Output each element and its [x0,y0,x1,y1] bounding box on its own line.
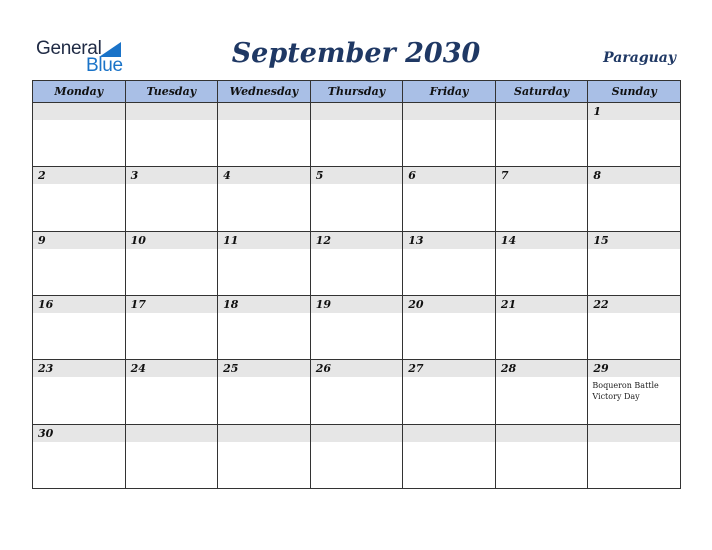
day-cell-27 [403,360,496,424]
day-number: 10 [126,232,218,249]
day-number [311,425,403,442]
day-number [218,425,310,442]
day-cell-empty [310,424,403,488]
logo-text-general: General [36,38,102,59]
day-cell-7 [495,167,588,231]
day-cell-30 [33,424,126,488]
weekday-wednesday: Wednesday [218,81,311,103]
day-cell-empty [588,424,681,488]
day-cell-13 [403,231,496,295]
day-cell-18 [218,295,311,359]
day-number [496,103,588,120]
month-title: September 2030 [231,38,481,69]
day-cell-24 [125,360,218,424]
day-cell-20 [403,295,496,359]
weekday-monday: Monday [33,81,126,103]
calendar-grid [32,80,681,489]
day-cell-empty [495,103,588,167]
day-cell-26 [310,360,403,424]
day-cell-28 [495,360,588,424]
day-cell-empty [33,103,126,167]
day-number [218,103,310,120]
day-number: 3 [126,167,218,184]
day-number: 9 [33,232,125,249]
weekday-friday: Friday [403,81,496,103]
day-number [403,425,495,442]
day-number: 4 [218,167,310,184]
day-cell-25 [218,360,311,424]
day-number [496,425,588,442]
week-row [33,360,681,424]
week-row [33,295,681,359]
day-cell-16 [33,295,126,359]
week-row [33,231,681,295]
day-cell-empty [125,424,218,488]
day-cell-14 [495,231,588,295]
week-row [33,167,681,231]
day-cell-empty [218,103,311,167]
generalblue-logo [36,38,136,74]
day-cell-23 [33,360,126,424]
day-number: 5 [311,167,403,184]
weekday-tuesday: Tuesday [125,81,218,103]
day-cell-empty [125,103,218,167]
day-number: 11 [218,232,310,249]
weekday-thursday: Thursday [310,81,403,103]
day-number: 23 [33,360,125,377]
day-number: 21 [496,296,588,313]
day-cell-12 [310,231,403,295]
day-number: 18 [218,296,310,313]
week-row [33,424,681,488]
day-number [126,425,218,442]
day-cell-21 [495,295,588,359]
day-cell-empty [218,424,311,488]
day-cell-4 [218,167,311,231]
day-number: 24 [126,360,218,377]
day-number: 12 [311,232,403,249]
day-cell-3 [125,167,218,231]
day-number: 26 [311,360,403,377]
day-number: 28 [496,360,588,377]
day-cell-11 [218,231,311,295]
country-label: Paraguay [603,50,676,66]
day-cell-10 [125,231,218,295]
day-number: 13 [403,232,495,249]
day-number: 2 [33,167,125,184]
day-number: 7 [496,167,588,184]
day-number: 25 [218,360,310,377]
day-cell-empty [310,103,403,167]
day-cell-9 [33,231,126,295]
day-cell-17 [125,295,218,359]
day-cell-22 [588,295,681,359]
day-cell-6 [403,167,496,231]
day-cell-5 [310,167,403,231]
day-cell-empty [495,424,588,488]
day-number [311,103,403,120]
day-cell-29 [588,360,681,424]
weekday-header-row [33,81,681,103]
day-number [403,103,495,120]
weekday-saturday: Saturday [495,81,588,103]
logo-text-blue: Blue [86,55,123,76]
day-cell-1 [588,103,681,167]
day-cell-2 [33,167,126,231]
day-cell-15 [588,231,681,295]
day-number: 27 [403,360,495,377]
day-number [33,103,125,120]
day-number: 16 [33,296,125,313]
weekday-sunday: Sunday [588,81,681,103]
day-number [126,103,218,120]
day-number [588,425,680,442]
day-number: 8 [588,167,680,184]
day-number: 20 [403,296,495,313]
day-number: 6 [403,167,495,184]
holiday-label: Boqueron Battle Victory Day [592,381,659,402]
day-number: 30 [33,425,125,442]
calendar-body [33,103,681,489]
day-number: 29 [588,360,680,377]
day-cell-8 [588,167,681,231]
day-number: 22 [588,296,680,313]
day-number: 14 [496,232,588,249]
day-cell-empty [403,103,496,167]
day-cell-19 [310,295,403,359]
day-number: 1 [588,103,680,120]
day-number: 15 [588,232,680,249]
week-row [33,103,681,167]
day-number: 17 [126,296,218,313]
day-cell-empty [403,424,496,488]
day-number: 19 [311,296,403,313]
